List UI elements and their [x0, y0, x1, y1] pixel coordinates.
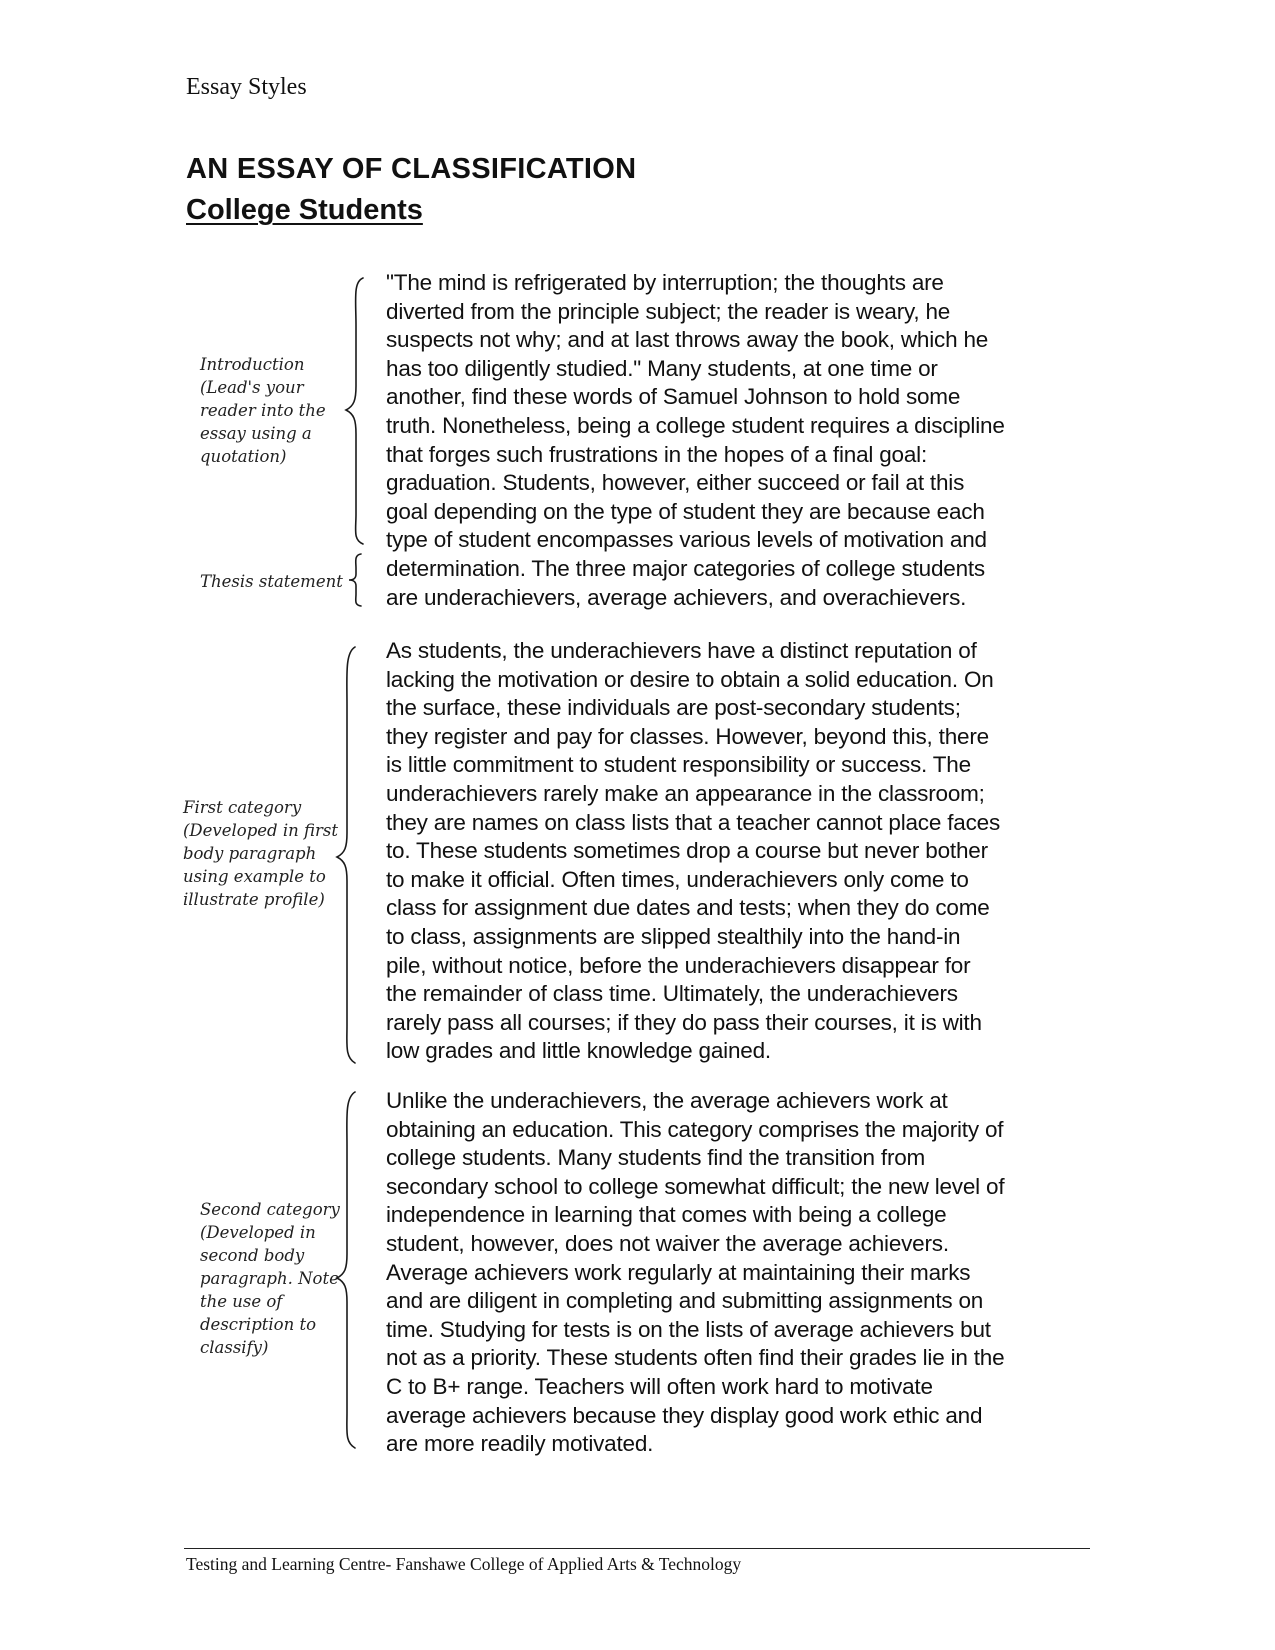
annotation-line: reader into the — [200, 401, 326, 420]
footer-divider — [184, 1548, 1090, 1549]
annotation-line: paragraph. Note — [200, 1269, 339, 1288]
brace-thesis — [348, 552, 368, 608]
page-title: AN ESSAY OF CLASSIFICATION — [186, 153, 637, 185]
annotation-line: the use of — [200, 1292, 283, 1311]
page-footer: Testing and Learning Centre- Fanshawe College of Applied Arts & Technology — [186, 1554, 742, 1574]
annotation-line: (Developed in first — [183, 821, 339, 840]
brace-first-category — [335, 645, 365, 1065]
annotation-line: essay using a — [200, 424, 312, 443]
annotation-line: using example to — [183, 867, 326, 886]
annotation-line: Introduction — [200, 355, 305, 374]
annotation-line: description to — [200, 1315, 317, 1334]
paragraph-first-body: As students, the underachievers have a distinct reputation of lacking the motivation or desire to obtain a solid education. On the surface, these individuals are post-secondary students; they register and pay for classes. However, beyond this, there is little commitment to student responsibility or success. The underachievers rarely make an appearance in the classroom; they are names on class lists that a teacher cannot place faces to. These students sometimes drop a course but never bother to make it official. Often times, underachievers only come to class for assignment due dates and tests; when they do come to class, assignments are slipped stealthily into the hand-in pile, without notice, before the underachievers disappear for the remainder of class time. Ultimately, the underachievers rarely pass all courses; if they do pass their courses, it is with low grades and little knowledge gained. — [386, 638, 1000, 1064]
annotation-line: quotation) — [200, 447, 287, 466]
page-header: Essay Styles — [186, 74, 307, 100]
annotation-line: (Developed in — [200, 1223, 316, 1242]
annotation-line: Thesis statement — [200, 572, 343, 591]
page-subtitle: College Students — [186, 194, 423, 226]
brace-introduction — [345, 276, 375, 546]
annotation-line: second body — [200, 1246, 305, 1265]
annotation-line: body paragraph — [183, 844, 317, 863]
annotation-thesis — [200, 570, 343, 593]
annotation-introduction — [200, 353, 326, 468]
annotation-first-category — [183, 796, 338, 911]
brace-second-category — [335, 1090, 365, 1450]
paragraph-second-body: Unlike the underachievers, the average achievers work at obtaining an education. This category comprises the majority of college students. Many students find the transition from secondary school to college somewhat difficult; the new level of independence in learning that comes with being a college student, however, does not waiver the average achievers. Average achievers work regularly at maintaining their marks and are diligent in completing and submitting assignments on time. Studying for tests is on the lists of average achievers but not as a priority. These students often find their grades lie in the C to B+ range. Teachers will often work hard to motivate average achievers because they display good work ethic and are more readily motivated. — [386, 1088, 1005, 1457]
annotation-line: Second category — [200, 1200, 340, 1219]
annotation-line: illustrate profile) — [183, 890, 325, 909]
annotation-line: First category — [183, 798, 302, 817]
annotation-line: classify) — [200, 1338, 269, 1357]
annotation-line: (Lead's your — [200, 378, 304, 397]
annotation-second-category — [200, 1198, 340, 1359]
paragraph-introduction: "The mind is refrigerated by interruption; the thoughts are diverted from the principle subject; the reader is weary, he suspects not why; and at last throws away the book, which he has too diligently studied." Many students, at one time or another, find these words of Samuel Johnson to hold some truth. Nonetheless, being a college student requires a discipline that forges such frustrations in the hopes of a final goal: graduation. Students, however, either succeed or fail at this goal depending on the type of student they are because each type of student encompasses various levels of motivation and determination. The three major categories of college students are underachievers, average achievers, and overachievers. — [386, 270, 1005, 610]
